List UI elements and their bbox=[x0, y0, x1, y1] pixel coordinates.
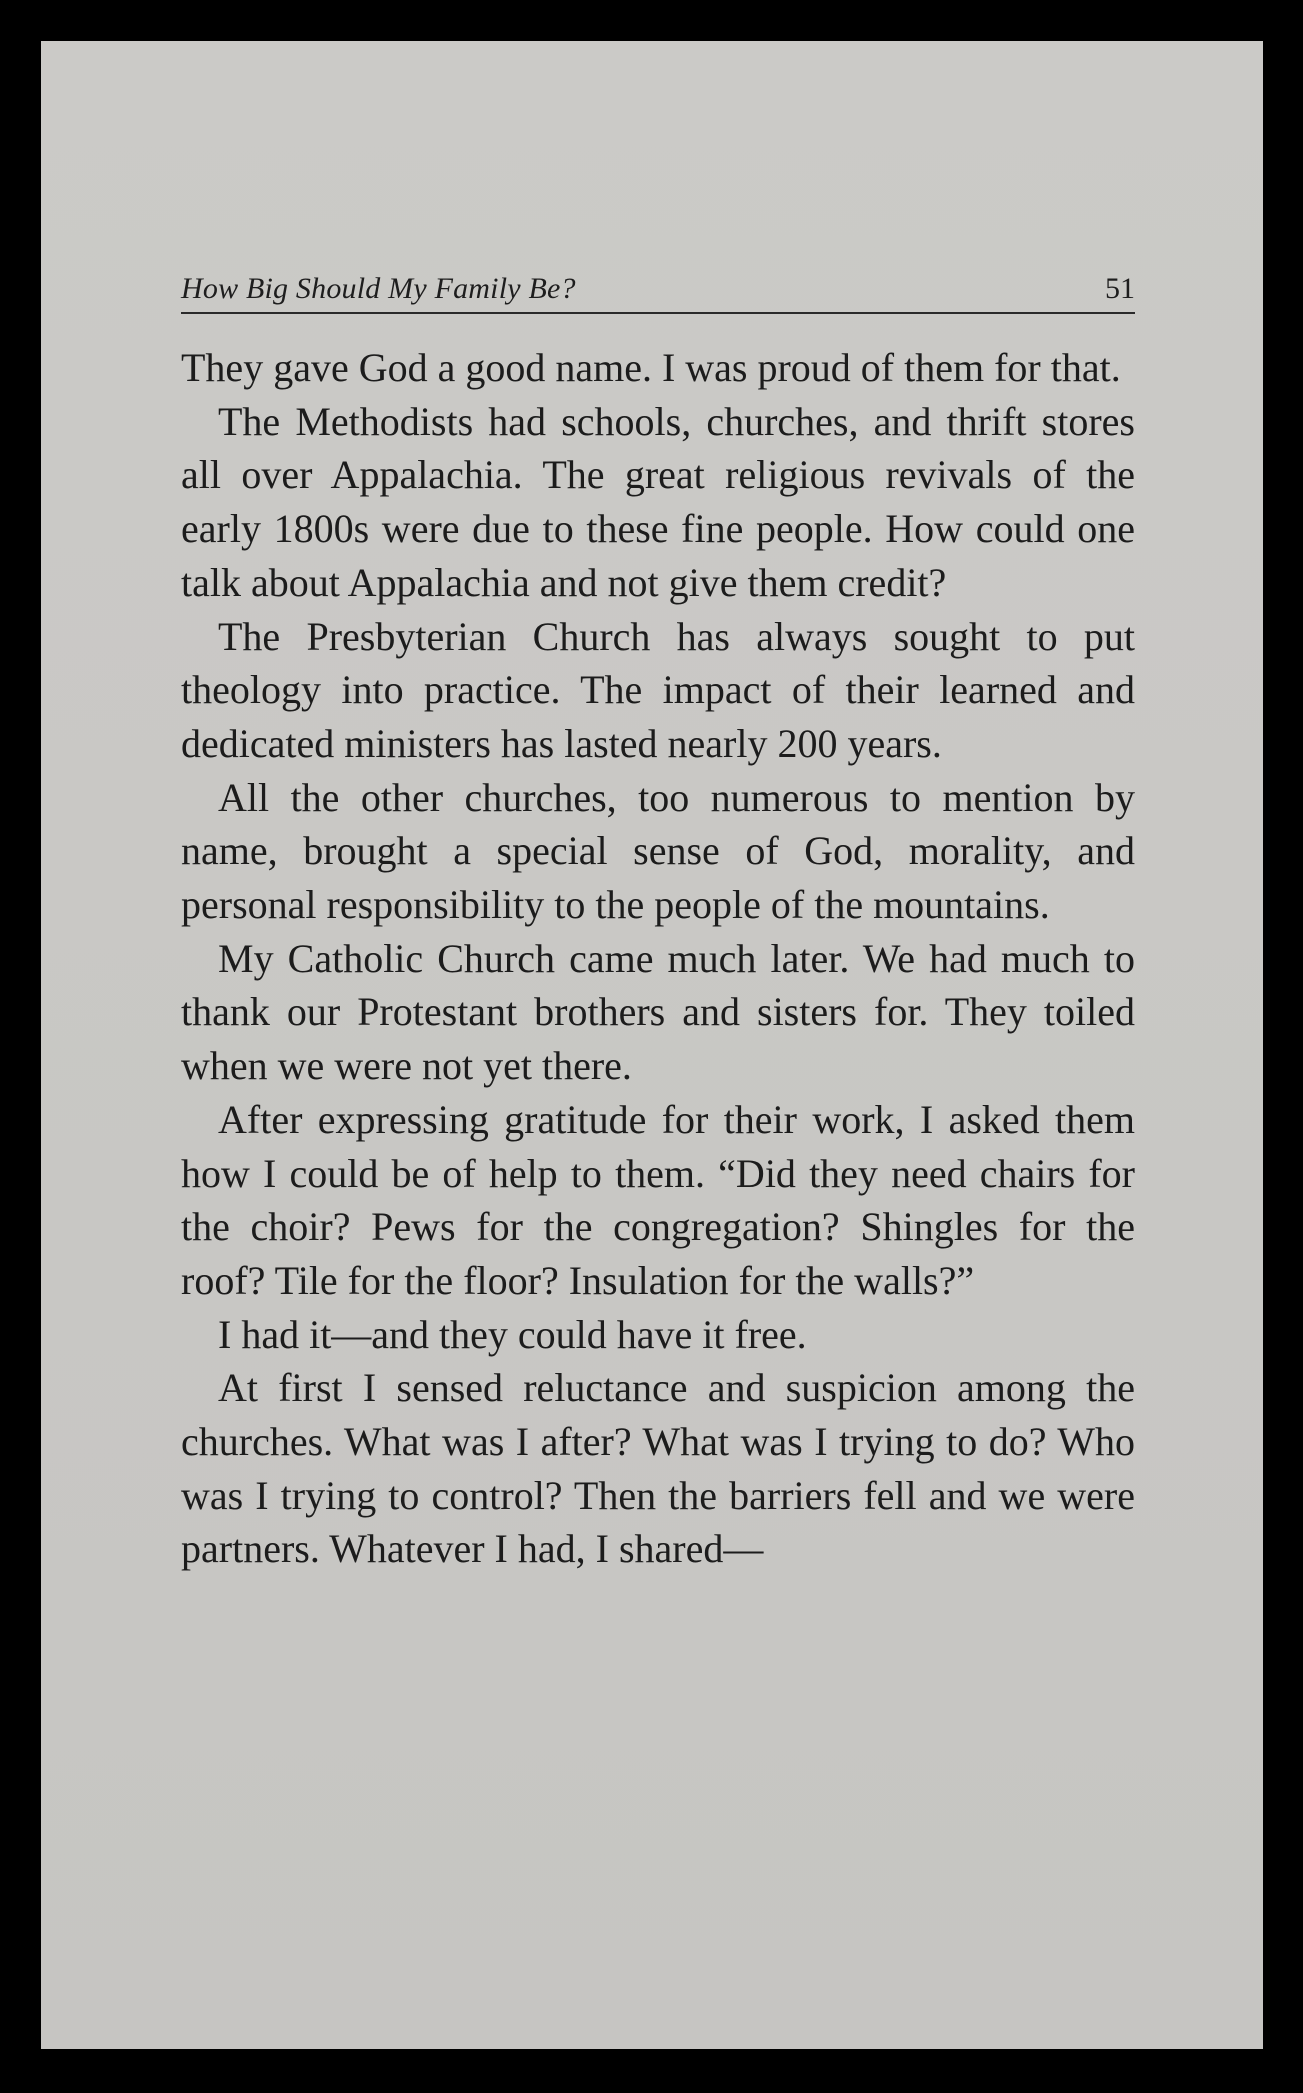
paragraph: I had it—and they could have it free. bbox=[218, 1311, 807, 1357]
paragraph: After expressing gratitude for their work, I asked them how I could be of help to them. “Did they need chairs for the choir? Pews for the congregation? Shingles for the roof? Tile for the floor? Insulation for the walls?” bbox=[181, 1096, 1135, 1303]
paragraph: The Presbyterian Church has always sought to put theology into practice. The impact of their learned and dedicated ministers has lasted nearly 200 years. bbox=[181, 613, 1135, 766]
paragraph: The Methodists had schools, churches, and thrift stores all over Appalachia. The great religious revivals of the early 1800s were due to these fine people. How could one talk about Appalachia and not give them credit? bbox=[181, 398, 1135, 605]
paragraph: All the other churches, too numerous to mention by name, brought a special sense of God, morality, and personal responsibility to the people of the mountains. bbox=[181, 774, 1135, 928]
running-header bbox=[181, 270, 1135, 314]
paragraph: My Catholic Church came much later. We had much to thank our Protestant brothers and sisters for. They toiled when we were not yet there. bbox=[181, 935, 1135, 1089]
page-number: 51 bbox=[1105, 272, 1135, 305]
paragraph: At first I sensed reluctance and suspicion among the churches. What was I after? What was I trying to do? Who was I trying to control? Then the barriers fell and we were partners. Whatever I had, I shared— bbox=[181, 1365, 1135, 1572]
running-title: How Big Should My Family Be? bbox=[181, 272, 576, 305]
paragraph: They gave God a good name. I was proud of them for that. bbox=[181, 345, 1121, 390]
body-text bbox=[181, 341, 1135, 1576]
